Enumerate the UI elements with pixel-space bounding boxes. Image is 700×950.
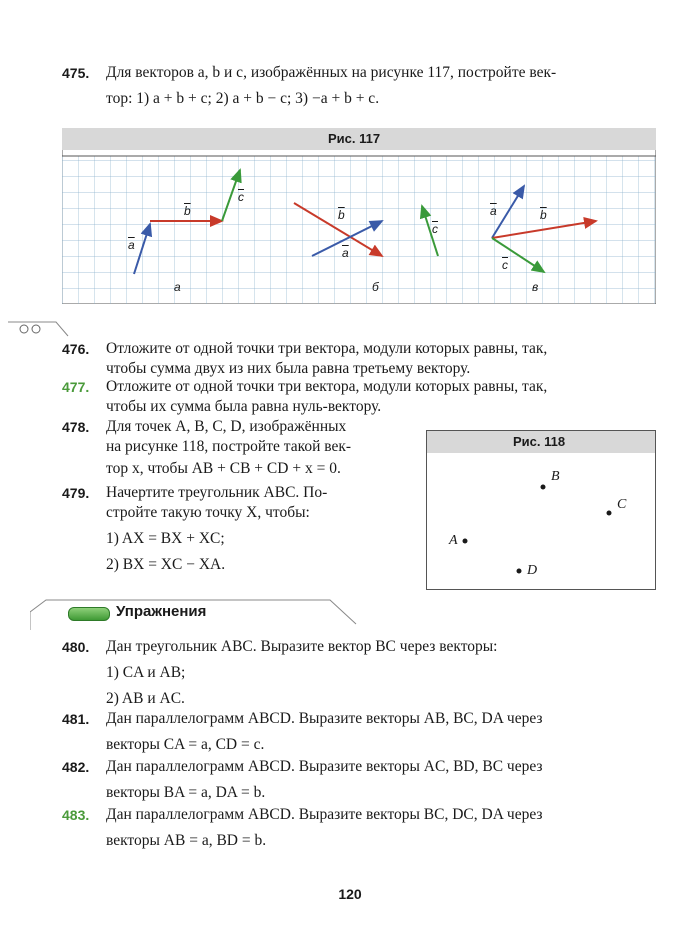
label-a: $\overline{a}$ [128, 238, 135, 252]
problem-number: 483. [62, 807, 90, 823]
problem-line: векторы BA = a, DA = b. [106, 784, 266, 801]
problem-line: Дан треугольник ABC. Выразите вектор BC через векторы: [106, 638, 498, 655]
part-label-v: в [532, 280, 539, 294]
problem-number: 475. [62, 65, 90, 81]
point-label-b: B [551, 469, 560, 484]
problem-line: стройте такую точку X, чтобы: [106, 504, 310, 521]
problem-line: тор x, чтобы AB + CB + CD + x = 0. [106, 460, 341, 477]
problem-number: 480. [62, 639, 90, 655]
problem-line: Дан параллелограмм ABCD. Выразите векторы AC, BD, BC через [106, 758, 543, 775]
problem-number: 476. [62, 341, 90, 357]
label-c: $\overline{c}$ [502, 258, 508, 272]
problem-line: 2) AB и AC. [106, 690, 185, 707]
point-label-d: D [527, 563, 538, 578]
exercises-pill-icon [68, 607, 110, 621]
part-label-b: б [372, 280, 379, 294]
problem-line: Дан параллелограмм ABCD. Выразите векторы BC, DC, DA через [106, 806, 543, 823]
figure-117 [62, 128, 656, 304]
label-a: $\overline{a}$ [342, 246, 349, 260]
problem-line: 1) CA и AB; [106, 664, 186, 681]
label-b: $\overline{b}$ [338, 208, 345, 222]
problem-line: на рисунке 118, постройте такой век- [106, 438, 352, 455]
problem-number: 479. [62, 485, 90, 501]
label-c: $\overline{c}$ [238, 190, 244, 204]
divider-graphic [8, 318, 108, 340]
figure-117-graphic [62, 128, 656, 304]
part-label-a: а [174, 280, 181, 294]
problem-line: Для точек A, B, C, D, изображённых [106, 418, 347, 435]
label-b: $\overline{b}$ [540, 208, 547, 222]
problem-line: Начертите треугольник ABC. По- [106, 484, 328, 501]
problem-line: 2) BX = XC − XA. [106, 556, 226, 573]
problem-line: 1) AX = BX + XC; [106, 530, 225, 547]
page-number: 120 [338, 886, 362, 902]
problem-line: тор: 1) a + b + c; 2) a + b − c; 3) −a + b + c. [106, 90, 380, 107]
exercises-title: Упражнения [116, 603, 207, 620]
problem-number: 481. [62, 711, 90, 727]
problem-line: Дан параллелограмм ABCD. Выразите векторы AB, BC, DA через [106, 710, 543, 727]
problem-line: чтобы их сумма была равна нуль-вектору. [106, 398, 382, 415]
problem-number: 477. [62, 379, 90, 395]
problem-line: векторы CA = a, CD = c. [106, 736, 265, 753]
problem-number: 478. [62, 419, 90, 435]
figure-117-title: Рис. 117 [328, 131, 381, 146]
label-c: $\overline{c}$ [432, 222, 438, 236]
problem-line: Отложите от одной точки три вектора, модули которых равны, так, [106, 340, 548, 357]
exercises-header [60, 600, 335, 626]
problem-line: Для векторов a, b и c, изображённых на рисунке 117, постройте век- [106, 64, 557, 81]
figure-118-title: Рис. 118 [513, 434, 566, 449]
point-label-a: A [449, 533, 458, 548]
figure-118 [426, 430, 656, 590]
point-label-c: C [617, 497, 627, 512]
label-a: $\overline{a}$ [490, 204, 497, 218]
problem-line: векторы AB = a, BD = b. [106, 832, 267, 849]
problem-line: Отложите от одной точки три вектора, модули которых равны, так, [106, 378, 548, 395]
section-divider [8, 318, 108, 340]
problem-number: 482. [62, 759, 90, 775]
problem-line: чтобы сумма двух из них была равна третьему вектору. [106, 360, 471, 377]
label-b: $\overline{b}$ [184, 204, 191, 218]
